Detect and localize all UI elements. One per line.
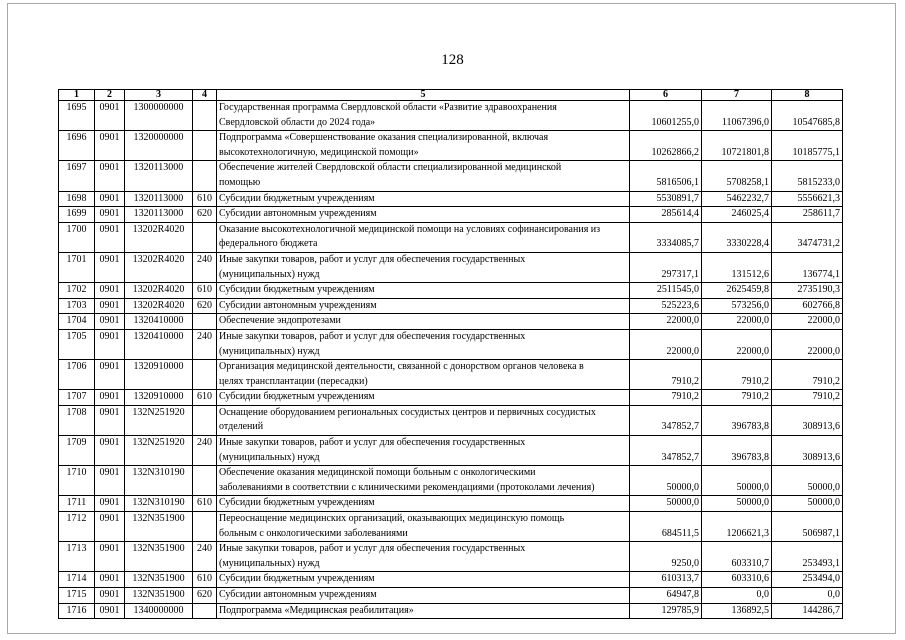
description-cell bbox=[217, 512, 630, 542]
table-row bbox=[59, 101, 843, 131]
target-code-cell: 132N351900 bbox=[125, 572, 193, 588]
section-code-cell: 0901 bbox=[95, 222, 125, 252]
description-line: Субсидии бюджетным учреждениям bbox=[219, 391, 375, 403]
description-cell bbox=[217, 314, 630, 330]
target-code-cell: 1320410000 bbox=[125, 329, 193, 359]
section-code-cell: 0901 bbox=[95, 283, 125, 299]
row-number-cell: 1703 bbox=[59, 298, 95, 314]
target-code-cell: 132N310190 bbox=[125, 496, 193, 512]
amount-col7-cell: 246025,4 bbox=[702, 207, 772, 223]
description-cell bbox=[217, 207, 630, 223]
amount-col7-cell: 573256,0 bbox=[702, 298, 772, 314]
section-code-cell: 0901 bbox=[95, 390, 125, 406]
table-header-row bbox=[59, 90, 843, 101]
description-line: (муниципальных) нужд bbox=[219, 557, 320, 569]
amount-col6-cell: 50000,0 bbox=[630, 496, 702, 512]
description-line: Субсидии автономным учреждениям bbox=[219, 589, 377, 600]
expense-type-cell: 620 bbox=[193, 298, 217, 314]
expense-type-cell: 240 bbox=[193, 252, 217, 282]
amount-col8-cell: 5815233,0 bbox=[772, 161, 843, 191]
amount-col7-cell: 22000,0 bbox=[702, 329, 772, 359]
table-row bbox=[59, 466, 843, 496]
description-line: федерального бюджета bbox=[219, 238, 318, 250]
table-row bbox=[59, 572, 843, 588]
table-row bbox=[59, 329, 843, 359]
amount-col8-cell: 253493,1 bbox=[772, 542, 843, 572]
description-cell bbox=[217, 603, 630, 619]
expense-type-cell: 240 bbox=[193, 436, 217, 466]
amount-col6-cell: 525223,6 bbox=[630, 298, 702, 314]
section-code-cell: 0901 bbox=[95, 298, 125, 314]
table-row bbox=[59, 390, 843, 406]
section-code-cell: 0901 bbox=[95, 436, 125, 466]
description-line: Субсидии автономным учреждениям bbox=[219, 299, 377, 311]
row-number-cell: 1701 bbox=[59, 252, 95, 282]
description-line: Переоснащение медицинских организаций, оказывающих медицинскую помощь bbox=[219, 513, 565, 525]
amount-col8-cell: 50000,0 bbox=[772, 496, 843, 512]
target-code-cell: 1320113000 bbox=[125, 207, 193, 223]
amount-col7-cell: 1206621,3 bbox=[702, 512, 772, 542]
amount-col8-cell: 3474731,2 bbox=[772, 222, 843, 252]
row-number-cell: 1711 bbox=[59, 496, 95, 512]
amount-col6-cell: 22000,0 bbox=[630, 314, 702, 330]
expense-type-cell bbox=[193, 161, 217, 191]
target-code-cell: 132N351900 bbox=[125, 512, 193, 542]
amount-col6-cell: 684511,5 bbox=[630, 512, 702, 542]
amount-col7-cell: 603310,6 bbox=[702, 572, 772, 588]
expense-type-cell: 610 bbox=[193, 572, 217, 588]
row-number-cell: 1713 bbox=[59, 542, 95, 572]
description-cell bbox=[217, 390, 630, 406]
target-code-cell: 13202R4020 bbox=[125, 298, 193, 314]
amount-col8-cell: 144286,7 bbox=[772, 603, 843, 619]
section-code-cell: 0901 bbox=[95, 191, 125, 207]
description-cell bbox=[217, 222, 630, 252]
amount-col7-cell: 5708258,1 bbox=[702, 161, 772, 191]
target-code-cell: 13202R4020 bbox=[125, 283, 193, 299]
amount-col6-cell: 10601255,0 bbox=[630, 101, 702, 131]
amount-col7-cell: 396783,8 bbox=[702, 436, 772, 466]
amount-col8-cell: 506987,1 bbox=[772, 512, 843, 542]
expense-type-cell bbox=[193, 131, 217, 161]
table-row bbox=[59, 512, 843, 542]
section-code-cell: 0901 bbox=[95, 329, 125, 359]
description-line: Государственная программа Свердловской области «Развитие здравоохранения bbox=[219, 102, 557, 113]
description-cell bbox=[217, 466, 630, 496]
description-cell bbox=[217, 161, 630, 191]
target-code-cell: 1320000000 bbox=[125, 131, 193, 161]
description-line: Оснащение оборудованием региональных сосудистых центров и первичных сосудистых bbox=[219, 406, 596, 418]
row-number-cell: 1706 bbox=[59, 360, 95, 390]
table-row bbox=[59, 222, 843, 252]
description-line: Подпрограмма «Совершенствование оказания специализированной, включая bbox=[219, 132, 549, 144]
amount-col8-cell: 136774,1 bbox=[772, 252, 843, 282]
expense-type-cell: 610 bbox=[193, 390, 217, 406]
section-code-cell: 0901 bbox=[95, 101, 125, 131]
section-code-cell: 0901 bbox=[95, 588, 125, 604]
amount-col6-cell: 610313,7 bbox=[630, 572, 702, 588]
description-line: высокотехнологичную, медицинской помощи» bbox=[219, 146, 419, 158]
row-number-cell: 1699 bbox=[59, 207, 95, 223]
amount-col6-cell: 10262866,2 bbox=[630, 131, 702, 161]
column-header: 3 bbox=[125, 90, 193, 101]
expense-type-cell bbox=[193, 512, 217, 542]
expense-type-cell bbox=[193, 466, 217, 496]
amount-col7-cell: 5462232,7 bbox=[702, 191, 772, 207]
amount-col8-cell: 50000,0 bbox=[772, 466, 843, 496]
description-line: больным с онкологическими заболеваниями bbox=[219, 527, 408, 539]
row-number-cell: 1700 bbox=[59, 222, 95, 252]
table-row bbox=[59, 161, 843, 191]
description-line: Субсидии бюджетным учреждениям bbox=[219, 192, 375, 204]
amount-col8-cell: 0,0 bbox=[772, 588, 843, 604]
amount-col8-cell: 22000,0 bbox=[772, 314, 843, 330]
amount-col8-cell: 253494,0 bbox=[772, 572, 843, 588]
column-header: 2 bbox=[95, 90, 125, 101]
section-code-cell: 0901 bbox=[95, 496, 125, 512]
section-code-cell: 0901 bbox=[95, 207, 125, 223]
target-code-cell: 1300000000 bbox=[125, 101, 193, 131]
target-code-cell: 13202R4020 bbox=[125, 222, 193, 252]
amount-col6-cell: 2511545,0 bbox=[630, 283, 702, 299]
description-line: Субсидии бюджетным учреждениям bbox=[219, 284, 375, 296]
amount-col6-cell: 347852,7 bbox=[630, 436, 702, 466]
expense-type-cell: 610 bbox=[193, 283, 217, 299]
amount-col7-cell: 3330228,4 bbox=[702, 222, 772, 252]
description-cell bbox=[217, 298, 630, 314]
target-code-cell: 1320910000 bbox=[125, 360, 193, 390]
expense-type-cell bbox=[193, 222, 217, 252]
section-code-cell: 0901 bbox=[95, 131, 125, 161]
amount-col6-cell: 5816506,1 bbox=[630, 161, 702, 191]
target-code-cell: 132N351900 bbox=[125, 542, 193, 572]
amount-col8-cell: 308913,6 bbox=[772, 436, 843, 466]
amount-col6-cell: 129785,9 bbox=[630, 603, 702, 619]
expense-type-cell bbox=[193, 603, 217, 619]
row-number-cell: 1705 bbox=[59, 329, 95, 359]
expense-type-cell: 610 bbox=[193, 191, 217, 207]
row-number-cell: 1710 bbox=[59, 466, 95, 496]
table-row bbox=[59, 283, 843, 299]
section-code-cell: 0901 bbox=[95, 603, 125, 619]
expense-type-cell: 240 bbox=[193, 329, 217, 359]
description-cell bbox=[217, 436, 630, 466]
amount-col7-cell: 396783,8 bbox=[702, 405, 772, 435]
amount-col6-cell: 7910,2 bbox=[630, 390, 702, 406]
description-line: Иные закупки товаров, работ и услуг для обеспечения государственных bbox=[219, 330, 526, 342]
amount-col8-cell: 7910,2 bbox=[772, 360, 843, 390]
section-code-cell: 0901 bbox=[95, 360, 125, 390]
description-cell bbox=[217, 542, 630, 572]
table-row bbox=[59, 252, 843, 282]
expense-type-cell: 610 bbox=[193, 496, 217, 512]
table-row bbox=[59, 405, 843, 435]
row-number-cell: 1695 bbox=[59, 101, 95, 131]
expense-type-cell bbox=[193, 101, 217, 131]
amount-col6-cell: 22000,0 bbox=[630, 329, 702, 359]
amount-col7-cell: 131512,6 bbox=[702, 252, 772, 282]
amount-col7-cell: 10721801,8 bbox=[702, 131, 772, 161]
description-line: отделений bbox=[219, 421, 264, 433]
amount-col8-cell: 5556621,3 bbox=[772, 191, 843, 207]
amount-col8-cell: 602766,8 bbox=[772, 298, 843, 314]
section-code-cell: 0901 bbox=[95, 161, 125, 191]
table-row bbox=[59, 131, 843, 161]
description-line: (муниципальных) нужд bbox=[219, 451, 320, 463]
table-row bbox=[59, 496, 843, 512]
description-line: Иные закупки товаров, работ и услуг для обеспечения государственных bbox=[219, 543, 526, 555]
section-code-cell: 0901 bbox=[95, 466, 125, 496]
description-cell bbox=[217, 572, 630, 588]
amount-col7-cell: 136892,5 bbox=[702, 603, 772, 619]
amount-col8-cell: 308913,6 bbox=[772, 405, 843, 435]
expense-type-cell: 240 bbox=[193, 542, 217, 572]
amount-col7-cell: 50000,0 bbox=[702, 466, 772, 496]
table-row bbox=[59, 207, 843, 223]
target-code-cell: 132N351900 bbox=[125, 588, 193, 604]
amount-col6-cell: 285614,4 bbox=[630, 207, 702, 223]
description-line: помощью bbox=[219, 176, 261, 188]
amount-col6-cell: 50000,0 bbox=[630, 466, 702, 496]
column-header: 7 bbox=[702, 90, 772, 101]
column-header: 8 bbox=[772, 90, 843, 101]
row-number-cell: 1697 bbox=[59, 161, 95, 191]
amount-col6-cell: 9250,0 bbox=[630, 542, 702, 572]
table-row bbox=[59, 360, 843, 390]
column-header: 4 bbox=[193, 90, 217, 101]
amount-col7-cell: 50000,0 bbox=[702, 496, 772, 512]
description-line: Субсидии автономным учреждениям bbox=[219, 208, 377, 220]
table-row bbox=[59, 603, 843, 619]
target-code-cell: 132N251920 bbox=[125, 436, 193, 466]
amount-col8-cell: 7910,2 bbox=[772, 390, 843, 406]
amount-col8-cell: 2735190,3 bbox=[772, 283, 843, 299]
amount-col7-cell: 11067396,0 bbox=[702, 101, 772, 131]
amount-col7-cell: 2625459,8 bbox=[702, 283, 772, 299]
target-code-cell: 1320910000 bbox=[125, 390, 193, 406]
target-code-cell: 13202R4020 bbox=[125, 252, 193, 282]
description-line: Подпрограмма «Медицинская реабилитация» bbox=[219, 604, 414, 616]
row-number-cell: 1714 bbox=[59, 572, 95, 588]
expense-type-cell bbox=[193, 314, 217, 330]
description-cell bbox=[217, 191, 630, 207]
row-number-cell: 1696 bbox=[59, 131, 95, 161]
description-line: Субсидии бюджетным учреждениям bbox=[219, 497, 375, 509]
amount-col7-cell: 22000,0 bbox=[702, 314, 772, 330]
budget-table bbox=[58, 89, 843, 619]
description-line: Обеспечение оказания медицинской помощи больным с онкологическими bbox=[219, 467, 536, 479]
description-line: Обеспечение жителей Свердловской области специализированной медицинской bbox=[219, 162, 562, 174]
section-code-cell: 0901 bbox=[95, 572, 125, 588]
amount-col7-cell: 7910,2 bbox=[702, 390, 772, 406]
target-code-cell: 1320410000 bbox=[125, 314, 193, 330]
table-row bbox=[59, 542, 843, 572]
amount-col6-cell: 64947,8 bbox=[630, 588, 702, 604]
row-number-cell: 1715 bbox=[59, 588, 95, 604]
description-line: Свердловской области до 2024 года» bbox=[219, 116, 376, 128]
target-code-cell: 132N251920 bbox=[125, 405, 193, 435]
section-code-cell: 0901 bbox=[95, 512, 125, 542]
description-cell bbox=[217, 405, 630, 435]
amount-col8-cell: 10547685,8 bbox=[772, 101, 843, 131]
target-code-cell: 132N310190 bbox=[125, 466, 193, 496]
description-line: Организация медицинской деятельности, связанной с донорством органов человека в bbox=[219, 361, 584, 373]
column-header: 1 bbox=[59, 90, 95, 101]
description-cell bbox=[217, 131, 630, 161]
description-line: Иные закупки товаров, работ и услуг для обеспечения государственных bbox=[219, 437, 526, 449]
table-row bbox=[59, 588, 843, 604]
amount-col7-cell: 0,0 bbox=[702, 588, 772, 604]
description-cell bbox=[217, 283, 630, 299]
expense-type-cell bbox=[193, 405, 217, 435]
description-cell bbox=[217, 101, 630, 131]
row-number-cell: 1716 bbox=[59, 603, 95, 619]
amount-col6-cell: 5530891,7 bbox=[630, 191, 702, 207]
description-line: целях трансплантации (пересадки) bbox=[219, 375, 368, 387]
section-code-cell: 0901 bbox=[95, 405, 125, 435]
row-number-cell: 1707 bbox=[59, 390, 95, 406]
description-line: (муниципальных) нужд bbox=[219, 345, 320, 357]
description-line: (муниципальных) нужд bbox=[219, 268, 320, 280]
amount-col6-cell: 7910,2 bbox=[630, 360, 702, 390]
section-code-cell: 0901 bbox=[95, 314, 125, 330]
table-body bbox=[59, 101, 843, 619]
description-cell bbox=[217, 360, 630, 390]
expense-type-cell: 620 bbox=[193, 207, 217, 223]
target-code-cell: 1320113000 bbox=[125, 191, 193, 207]
description-line: заболеваниями в соответствии с клиническими рекомендациями (протоколами лечения) bbox=[219, 481, 595, 493]
expense-type-cell bbox=[193, 360, 217, 390]
table-row bbox=[59, 191, 843, 207]
description-cell bbox=[217, 329, 630, 359]
amount-col6-cell: 3334085,7 bbox=[630, 222, 702, 252]
expense-type-cell: 620 bbox=[193, 588, 217, 604]
section-code-cell: 0901 bbox=[95, 252, 125, 282]
row-number-cell: 1712 bbox=[59, 512, 95, 542]
amount-col6-cell: 297317,1 bbox=[630, 252, 702, 282]
row-number-cell: 1702 bbox=[59, 283, 95, 299]
table-row bbox=[59, 298, 843, 314]
section-code-cell: 0901 bbox=[95, 542, 125, 572]
column-header: 5 bbox=[217, 90, 630, 101]
row-number-cell: 1709 bbox=[59, 436, 95, 466]
description-cell bbox=[217, 252, 630, 282]
amount-col6-cell: 347852,7 bbox=[630, 405, 702, 435]
amount-col7-cell: 603310,7 bbox=[702, 542, 772, 572]
description-line: Обеспечение эндопротезами bbox=[219, 315, 341, 327]
amount-col8-cell: 10185775,1 bbox=[772, 131, 843, 161]
description-line: Субсидии бюджетным учреждениям bbox=[219, 573, 375, 585]
description-cell bbox=[217, 496, 630, 512]
table-row bbox=[59, 436, 843, 466]
description-line: Оказание высокотехнологичной медицинской помощи на условиях софинансирования из bbox=[219, 223, 601, 235]
description-cell bbox=[217, 588, 630, 604]
amount-col7-cell: 7910,2 bbox=[702, 360, 772, 390]
target-code-cell: 1340000000 bbox=[125, 603, 193, 619]
row-number-cell: 1708 bbox=[59, 405, 95, 435]
row-number-cell: 1698 bbox=[59, 191, 95, 207]
amount-col8-cell: 258611,7 bbox=[772, 207, 843, 223]
description-line: Иные закупки товаров, работ и услуг для обеспечения государственных bbox=[219, 253, 526, 265]
row-number-cell: 1704 bbox=[59, 314, 95, 330]
amount-col8-cell: 22000,0 bbox=[772, 329, 843, 359]
target-code-cell: 1320113000 bbox=[125, 161, 193, 191]
column-header: 6 bbox=[630, 90, 702, 101]
table-row bbox=[59, 314, 843, 330]
page-number: 128 bbox=[441, 52, 464, 68]
